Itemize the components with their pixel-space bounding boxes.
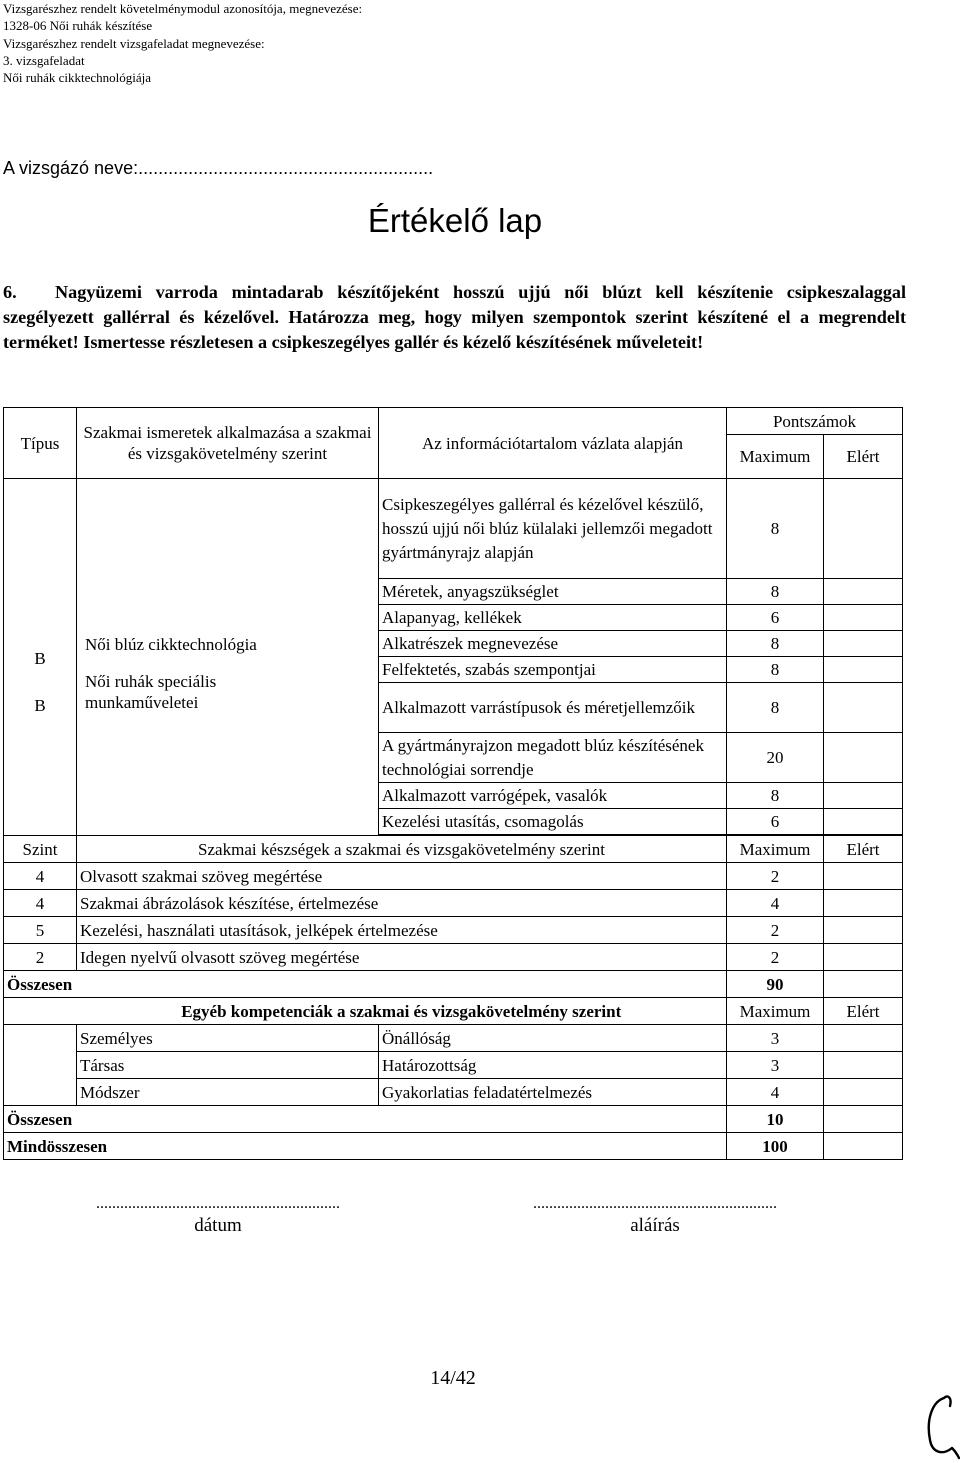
competence-category: Módszer <box>77 1079 379 1106</box>
skill-text: Kezelési, használati utasítások, jelképek értelmezése <box>77 917 727 944</box>
skill-max: 2 <box>727 863 824 890</box>
skill-level: 2 <box>4 944 77 971</box>
other-header: Egyéb kompetenciák a szakmai és vizsgakövetelmény szerint <box>77 998 727 1025</box>
achieved-header: Elért <box>824 435 903 479</box>
knowledge-header: Szakmai ismeretek alkalmazása a szakmai és vizsgakövetelmény szerint <box>77 408 379 479</box>
item-max: 8 <box>727 683 824 733</box>
handwritten-initial-mark <box>922 1390 960 1460</box>
evaluation-table <box>3 407 903 1160</box>
item-achieved[interactable] <box>824 657 903 683</box>
date-label: dátum <box>194 1215 242 1236</box>
signature-block <box>490 1195 820 1237</box>
skill-max: 4 <box>727 890 824 917</box>
header-line: Női ruhák cikktechnológiája <box>3 70 152 86</box>
item-achieved[interactable] <box>824 631 903 657</box>
competence-achieved[interactable] <box>824 1079 903 1106</box>
competence-max: 4 <box>727 1079 824 1106</box>
task-description <box>3 280 906 355</box>
date-dots: ............................................................. <box>96 1195 340 1212</box>
skill-achieved[interactable] <box>824 890 903 917</box>
competence-name: Határozottság <box>379 1052 727 1079</box>
outline-item: Kezelési utasítás, csomagolás <box>379 809 727 835</box>
grand-total-label: Mindösszesen <box>4 1133 727 1160</box>
competence-achieved[interactable] <box>824 1052 903 1079</box>
skill-achieved[interactable] <box>824 917 903 944</box>
grand-total-value: 100 <box>727 1133 824 1160</box>
outline-item: Alkatrészek megnevezése <box>379 631 727 657</box>
outline-item: Csipkeszegélyes gallérral és kézelővel készülő, hosszú ujjú női blúz külalaki jellemzői megadott gyártmányrajz alapján <box>379 479 727 579</box>
outline-item: Méretek, anyagszükséglet <box>379 579 727 605</box>
outline-item: Alapanyag, kellékek <box>379 605 727 631</box>
outline-item: Alkalmazott varrógépek, vasalók <box>379 783 727 809</box>
item-max: 8 <box>727 579 824 605</box>
type-cell <box>4 479 77 836</box>
type-header: Típus <box>4 408 77 479</box>
outline-item: A gyártmányrajzon megadott blúz készítésének technológiai sorrendje <box>379 733 727 783</box>
competence-name: Gyakorlatias feladatértelmezés <box>379 1079 727 1106</box>
subtotal-value: 10 <box>727 1106 824 1133</box>
header-line: 3. vizsgafeladat <box>3 52 85 68</box>
skill-level: 4 <box>4 863 77 890</box>
level-header: Szint <box>4 836 77 863</box>
skill-text: Olvasott szakmai szöveg megértése <box>77 863 727 890</box>
item-max: 8 <box>727 479 824 579</box>
item-achieved[interactable] <box>824 733 903 783</box>
competence-achieved[interactable] <box>824 1025 903 1052</box>
skill-text: Szakmai ábrázolások készítése, értelmezése <box>77 890 727 917</box>
page-title: Értékelő lap <box>367 202 543 239</box>
header-line: 1328-06 Női ruhák készítése <box>3 18 153 34</box>
item-max: 8 <box>727 657 824 683</box>
item-max: 6 <box>727 809 824 835</box>
skills-header: Szakmai készségek a szakmai és vizsgakövetelmény szerint <box>77 836 727 863</box>
subtotal-achieved[interactable] <box>824 971 903 998</box>
item-achieved[interactable] <box>824 579 903 605</box>
signature-dots: ............................................................. <box>533 1195 777 1212</box>
competence-category: Társas <box>77 1052 379 1079</box>
outline-item: Alkalmazott varrástípusok és méretjellemzőik <box>379 683 727 733</box>
skill-text: Idegen nyelvű olvasott szöveg megértése <box>77 944 727 971</box>
skills-achieved-header: Elért <box>824 836 903 863</box>
type-value: B <box>34 649 46 668</box>
topic-item: Női blúz cikktechnológia <box>85 634 257 654</box>
header-line: Vizsgarészhez rendelt követelménymodul azonosítója, megnevezése: <box>3 1 363 16</box>
task-number: 6. <box>3 282 17 302</box>
subtotal-label: Összesen <box>4 971 727 998</box>
outline-header: Az információtartalom vázlata alapján <box>379 408 727 479</box>
competence-max: 3 <box>727 1052 824 1079</box>
signature-label: aláírás <box>630 1215 680 1236</box>
page-number: 14/42 <box>430 1367 476 1389</box>
skill-max: 2 <box>727 944 824 971</box>
examinee-name-line: A vizsgázó neve:........................................................... <box>3 158 434 178</box>
document-header <box>3 0 362 86</box>
item-max: 6 <box>727 605 824 631</box>
grand-total-achieved[interactable] <box>824 1133 903 1160</box>
competence-max: 3 <box>727 1025 824 1052</box>
item-achieved[interactable] <box>824 683 903 733</box>
item-max: 8 <box>727 783 824 809</box>
subtotal-value: 90 <box>727 971 824 998</box>
outline-item: Felfektetés, szabás szempontjai <box>379 657 727 683</box>
topic-cell <box>77 479 379 836</box>
competence-category: Személyes <box>77 1025 379 1052</box>
skills-max-header: Maximum <box>727 836 824 863</box>
max-header: Maximum <box>727 435 824 479</box>
item-achieved[interactable] <box>824 783 903 809</box>
skill-level: 5 <box>4 917 77 944</box>
skill-achieved[interactable] <box>824 944 903 971</box>
task-text: Nagyüzemi varroda mintadarab készítőjeként hosszú ujjú női blúzt kell készítenie csipkeszalaggal szegélyezett gallérral és kézelővel. Határozza meg, hogy milyen szempontok szerint készítené el a megrendelt terméket! Ismertesse részletesen a csipkeszegélyes gallér és kézelő készítésének műveleteit! <box>3 282 906 352</box>
competence-name: Önállóság <box>379 1025 727 1052</box>
item-achieved[interactable] <box>824 809 903 835</box>
item-achieved[interactable] <box>824 479 903 579</box>
subtotal-achieved[interactable] <box>824 1106 903 1133</box>
item-max: 20 <box>727 733 824 783</box>
topic-item: Női ruhák speciális munkaműveletei <box>85 671 217 712</box>
skill-max: 2 <box>727 917 824 944</box>
item-achieved[interactable] <box>824 605 903 631</box>
item-max: 8 <box>727 631 824 657</box>
header-line: Vizsgarészhez rendelt vizsgafeladat megnevezése: <box>3 35 265 51</box>
subtotal-label: Összesen <box>4 1106 727 1133</box>
skill-achieved[interactable] <box>824 863 903 890</box>
other-achieved-header: Elért <box>824 998 903 1025</box>
points-header: Pontszámok <box>727 408 903 435</box>
skill-level: 4 <box>4 890 77 917</box>
date-signature-block <box>68 1195 368 1237</box>
other-max-header: Maximum <box>727 998 824 1025</box>
type-value: B <box>34 696 46 715</box>
